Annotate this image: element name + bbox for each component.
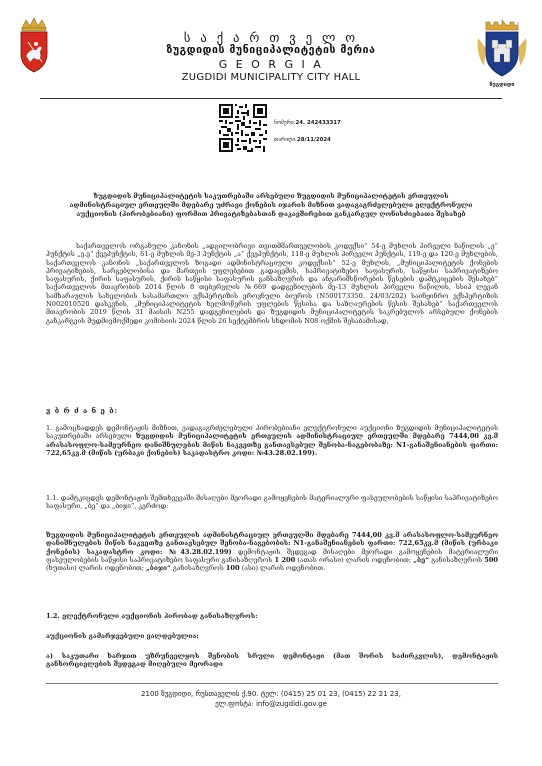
header-country-english: G E O R G I A [218,58,324,71]
document-number-label: ნომერი: [274,120,296,126]
paragraph-1-1-detail [46,531,498,572]
paragraph-1-2-heading: 1.2. ელექტრონული აუქციონის პირობად განისაზღვროს: [46,612,258,620]
document-date-value: 28/11/2024 [296,137,331,143]
deposit-label: „ბე“ [413,555,430,564]
bid-step-amount: 100 [225,564,240,573]
document-date-label: თარიღი: [274,137,297,143]
obligation-a: ა) საკუთარი ხარჯით უზრუნველყოს შენობის სრული დემონტაჟი (მათ შორის საძირკვლის), დემონტაჟის განხორციელების შედეგად მიღებული მეორადი [46,652,498,669]
header-divider [40,98,502,99]
zugdidi-emblem-label: ზუგდიდი [489,82,515,88]
footer-email: ელ.ფოსტა: info@zugdidi.gov.ge [215,700,327,708]
paragraph-1-bold-text: ზუგდიდის მუნიციპალიტეტის ერთეულის ადმინისტრაციულ ერთეულში მდებარე 7444,00 კვ.მ არასასოფლო-სამეურნეო დანიშნულების მიწის ნაკვეთზე განთავსებულ შენობა-ნაგებობაზე: N1-განაშენიანების ფართი: 722,65კვ.მ (მიწის (ურბაკი ქონების) საკადასტრო კოდი: №43.28.02.199). [46,432,498,457]
qr-code-icon [219,104,267,152]
document-number [274,120,341,126]
bid-step-label: „ბიჯი“ [146,564,171,573]
document-number-value: 24. 242433317 [295,120,341,126]
start-price-words: (ათას ორასი) ლარის ოდენობით; [295,555,414,564]
deposit-amount: 500 [484,555,499,564]
property-description: ზუგდიდის მუნიციპალიტეტის ერთეულის ადმინისტრაციულ ერთეულში მდებარე 7444,00 კვ.მ არასასოფლო-სამეურნეო დანიშნულების მიწის ნაკვეთზე განთავსებულ შენობა-ნაგებობის: N1-განაშენიანების ფართი: 722,65კვ.მ (მიწის (ურბაკი ქონების) საკადასტრო კოდი: №43.28.02.199) [46,531,498,556]
document-date [274,137,331,143]
deposit-words: (ხუთასი) ლარის ოდენობით; [46,564,147,573]
document-title: ზუგდიდის მუნიციპალიტეტის საკუთრებაში არსებული ზუგდიდის მუნიციპალიტეტის ერთეულის ადმინისტრაციულ ერთეულში მდებარე უძრავი ქონების იჯარის მიზნით ვადაგაგრძელებული ელექტრონული აუქციონის (პირობებიანი) ფორმით პრივატიზებასთან დაკავშირებით განკარგულ ღონისძიებათა შესახებ [69,192,473,218]
paragraph-1 [46,424,498,457]
legal-basis-paragraph: საქართველოს ორგანული კანონის „ადგილობრივი თვითმმართველობის კოდექსი“ 54-ე მუხლის პირველი ნაწილის „ე“ პუნქტის „ე.ე“ ქვეპუნქტის, 61-ე მუხლის მე-3 პუნქტის „ა“ ქვეპუნქტის, 118-ე მუხლის პირველი პუნქტის, 119-ე და 120-ე მუხლების, საქართველოს კანონის „საქართველოს ზოგადი ადმინისტრაციული კოდექსის“ 52-ე მუხლის, „მუნიციპალიტეტის ქონების პრივატიზების, სარგებლობისა და მართვის უფლებებით გადაცემის, საპრივატიზებო საფასურის, საწყისი საპრივატიზებო საფასურის, ქირის საფასურის, ქირის საწყისი საფასურის განსაზღვრის და ანგარიშსწორების წესების დამტკიცების შესახებ“ საქართველოს მთავრობის 2014 წლის 8 თებერვლის №669 დადგენილების მე-13 მუხლის პირველი ნაწილის, სსიპ ლევან სამხარაულის სახელობის სასამართლო ექსპერტიზის ეროვნული ბიუროს (N500173350. 24/03/202) საინჟინრო ექსპერტიზის N002010520 დასკვნის, „მუნიციპალიტეტის ხელმოწერის უფლების წესისა და საზღაურების წესის შესახებ“ საქართველოს მთავრობის 2019 წლის 31 მაისის N255 დადგენილების და ზუგდიდის მუნიციპალიტეტის საკრებულოს არსებული ქონების განკარგვის მუდმივმოქმედი კომისიის 2024 წლის 26 სექტემბრის სხდომის N08 ოქმის შესაბამისად, [46,242,498,325]
winner-obligations-heading: აუქციონის გამარჯვებული ვალდებულია: [46,632,199,640]
paragraph-1-1: 1.1. დამტკიცდეს დემონტაჟის შემთხვევაში მისაღები მეორადი გამოყენების მატერიალური ფასეულობების საწყისი საპრივატიზებო საფასური, „ბე“ და „ბიჯი“, კერძოდ: [46,494,498,511]
footer-divider [46,683,498,684]
bid-step-words: (ასი) ლარის ოდენობით. [239,564,326,573]
price-intro-text: დემონტაჟის შედეგად მისაღები მეორადი გამოყენების მატერიალური ფასეულობების საწყისი საპრივატიზებო საფასური განისაზღვროს [46,547,499,564]
header-municipality-english: ZUGDIDI MUNICIPALITY CITY HALL [181,72,361,83]
start-price-amount: 1 200 [274,555,296,564]
georgia-coat-of-arms-icon [14,18,54,76]
footer-address: 2100 ზუგდიდი, რუსთაველის ქ.90. ტელ: (0415) 25 01 23, (0415) 22 21 23, [141,690,401,698]
bid-step-text: განისაზღვროს [170,564,226,573]
header-country-georgian: ს ა ქ ა რ თ ვ ე ლ ო [183,30,359,45]
paragraph-1-text: 1. გამოცხადდეს დემონტაჟის მიზნით, ვადაგაგრძელებული პირობებიანი ელექტრონული აუქციონი ზუგდიდის მუნიციპალიტეტის საკუთრებაში არსებული [46,424,498,441]
zugdidi-coat-of-arms-icon [474,18,530,88]
deposit-text: განისაზღვროს [429,555,485,564]
order-heading: ვ ბ რ ძ ა ნ ე ბ: [46,406,119,415]
header-municipality-georgian: ზუგდიდის მუნიციპალიტეტის მერია [166,44,376,56]
